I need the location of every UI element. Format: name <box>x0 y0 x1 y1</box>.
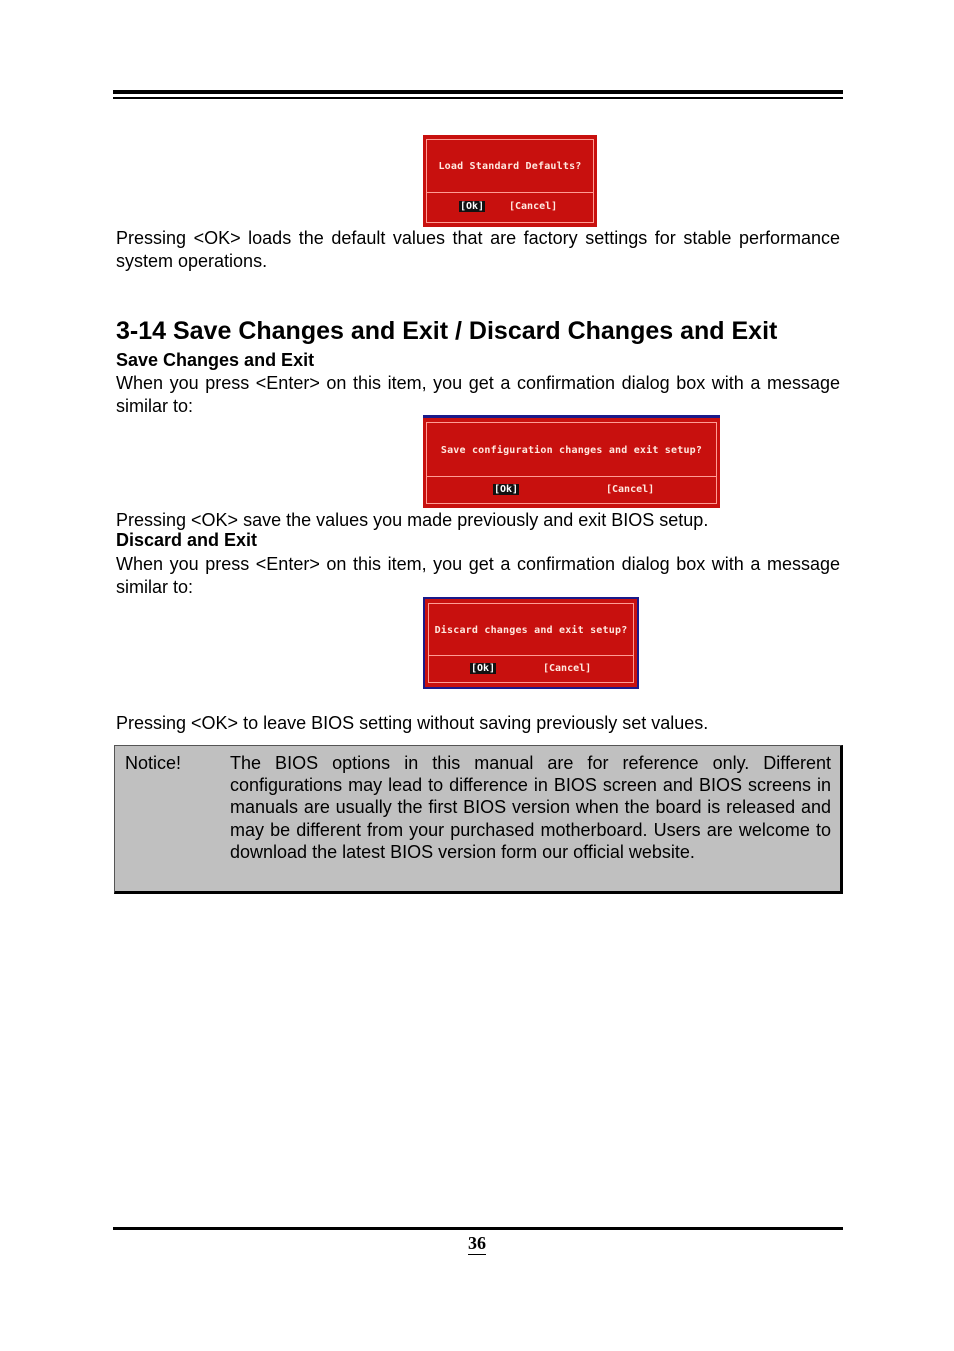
header-rule-thick <box>113 90 843 94</box>
dialog-frame <box>426 422 717 504</box>
save-exit-heading: Save Changes and Exit <box>116 350 315 370</box>
discard-exit-dialog-image <box>423 597 639 689</box>
dialog-ok-button: [Ok] <box>471 663 496 674</box>
dialog-divider <box>426 192 594 193</box>
page-number-container <box>0 1233 954 1254</box>
discard-exit-intro: When you press <Enter> on this item, you get a confirmation dialog box with a message similar to: <box>116 554 840 597</box>
dialog-divider <box>428 655 634 656</box>
dialog-ok-button: [Ok] <box>494 484 519 495</box>
save-exit-intro: When you press <Enter> on this item, you get a confirmation dialog box with a message similar to: <box>116 373 840 416</box>
dialog-cancel-button: [Cancel] <box>509 201 558 212</box>
header-rule-thin <box>113 97 843 99</box>
dialog-message: Discard changes and exit setup? <box>434 625 628 636</box>
notice-label: Notice! <box>125 753 182 773</box>
dialog-cancel-button: [Cancel] <box>606 484 655 495</box>
load-defaults-dialog-image <box>423 135 597 227</box>
dialog-divider <box>426 476 717 477</box>
notice-box <box>114 745 843 894</box>
save-exit-dialog-image <box>423 418 720 508</box>
discard-exit-result: Pressing <OK> to leave BIOS setting without saving previously set values. <box>116 713 709 733</box>
page-number: 36 <box>468 1233 486 1253</box>
dialog-message: Save configuration changes and exit setup? <box>440 445 703 456</box>
load-defaults-description: Pressing <OK> loads the default values that are factory settings for stable performance system operations. <box>116 228 840 271</box>
dialog-ok-button: [Ok] <box>460 201 485 212</box>
discard-exit-heading: Discard and Exit <box>116 530 258 550</box>
dialog-frame <box>428 603 634 683</box>
notice-text: The BIOS options in this manual are for reference only. Different configurations may lead to difference in BIOS screen and BIOS screens in manuals are usually the first BIOS version when the board is released and may be different from your purchased motherboard. Users are welcome to download the latest BIOS version form our official website. <box>230 753 831 862</box>
save-exit-result: Pressing <OK> save the values you made previously and exit BIOS setup. <box>116 510 709 530</box>
section-title: 3-14 Save Changes and Exit / Discard Changes and Exit <box>116 317 778 345</box>
dialog-cancel-button: [Cancel] <box>543 663 592 674</box>
footer-rule <box>113 1227 843 1230</box>
dialog-message: Load Standard Defaults? <box>438 161 582 172</box>
